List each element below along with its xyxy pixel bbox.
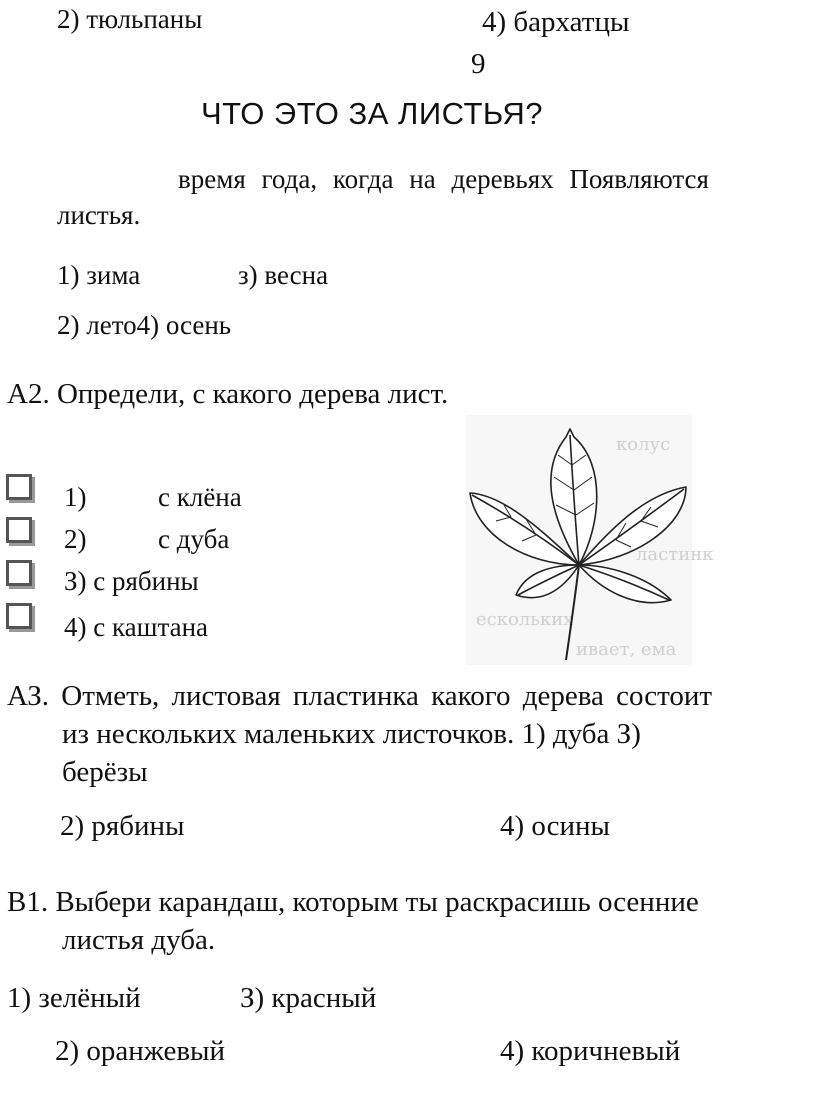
a3-question-line1: АЗ. Отметь, листовая пластинка какого дерева состоит <box>7 680 713 712</box>
b1-option-red: З) красный <box>240 982 377 1014</box>
figure-bg-text-1: колус <box>616 434 671 455</box>
q1-option-winter: 1) зима <box>57 260 141 290</box>
a2-checkbox-4[interactable] <box>6 603 32 629</box>
b1-question-line1: В1. Выбери карандаш, которым ты раскрасишь осенние <box>7 886 699 918</box>
a2-checkbox-3[interactable] <box>6 560 32 586</box>
figure-bg-text-4: ивает, ема <box>576 639 677 660</box>
a3-option-rowan: 2) рябины <box>60 810 185 842</box>
b1-question-line2: листья дуба. <box>62 924 216 956</box>
a3-option-aspen: 4) осины <box>500 810 611 842</box>
figure-bg-text-2: ластинк <box>636 544 714 565</box>
q1-options-summer-autumn: 2) лето4) осень <box>57 310 232 340</box>
b1-option-brown: 4) коричневый <box>500 1035 681 1067</box>
a2-option-2-oak: с дуба <box>158 524 230 554</box>
prev-option-tulips: 2) тюльпаны <box>57 4 203 34</box>
a3-question-line2: из нескольких маленьких листочков. 1) дуба З) <box>62 718 641 750</box>
chestnut-leaf-figure <box>466 415 714 665</box>
page-number: 9 <box>471 48 486 80</box>
a2-option-2-number: 2) <box>64 524 87 554</box>
a2-option-1-number: 1) <box>64 482 87 512</box>
a2-checkbox-2[interactable] <box>6 517 32 543</box>
a2-option-4-chestnut: 4) с каштана <box>64 612 209 642</box>
b1-option-green: 1) зелёный <box>7 982 141 1014</box>
page-title: ЧТО ЭТО ЗА ЛИСТЬЯ? <box>201 96 543 131</box>
q1-option-spring: з) весна <box>238 260 329 290</box>
prev-option-marigolds: 4) бархатцы <box>482 6 630 38</box>
a2-question: А2. Определи, с какого дерева лист. <box>7 378 449 410</box>
figure-bg-text-3: ескольких <box>476 609 574 630</box>
a2-option-3-rowan: З) с рябины <box>64 566 199 596</box>
q1-text-line1: время года, когда на деревьях Появляются <box>178 164 709 194</box>
a2-checkbox-1[interactable] <box>6 474 32 500</box>
q1-text-line2: листья. <box>57 200 141 230</box>
a3-question-line3: берёзы <box>62 756 148 788</box>
a2-option-1-maple: с клёна <box>158 482 242 512</box>
b1-option-orange: 2) оранжевый <box>55 1035 226 1067</box>
